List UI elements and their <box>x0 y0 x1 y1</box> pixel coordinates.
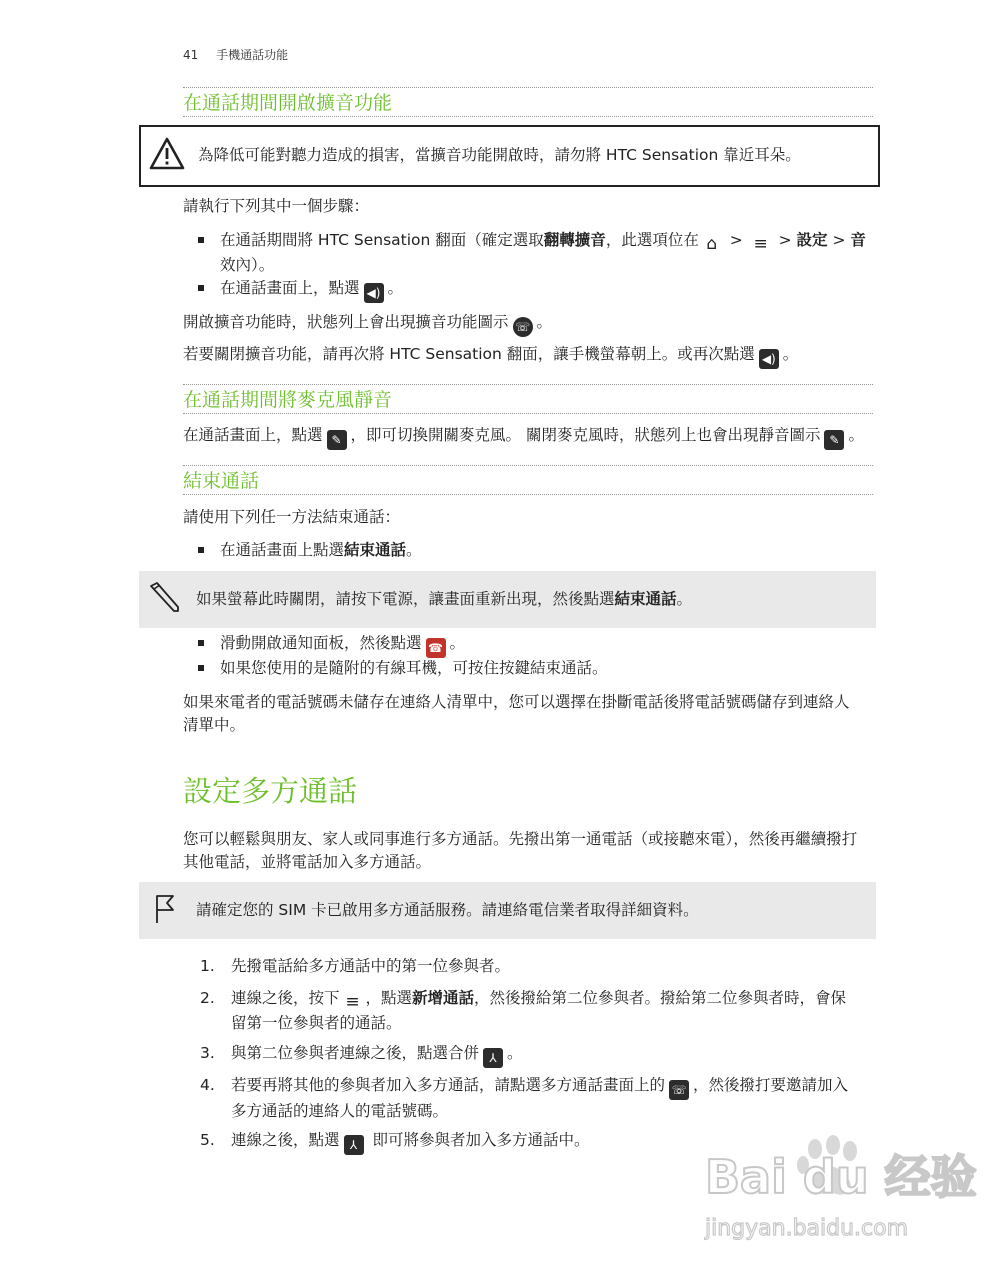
baidu-watermark <box>700 1135 977 1255</box>
page-number: 41 <box>183 48 199 62</box>
steps-intro: 請執行下列其中一個步驟： <box>183 197 370 215</box>
divider <box>183 494 873 495</box>
step-item: 3. 與第二位參與者連線之後，點選合併 ⅄ 。 <box>200 1042 880 1068</box>
divider <box>183 116 873 117</box>
list-item: 在通話期間將 HTC Sensation 翻面（確定選取翻轉擴音，此選項位在 ⌂ > ≡ > 設定 > 音 效內）。 <box>220 229 880 277</box>
divider <box>183 384 873 385</box>
divider <box>183 87 873 88</box>
mic-mute-icon: ✎ <box>327 430 347 450</box>
paragraph: 開啟擴音功能時，狀態列上會出現擴音功能圖示 ☏ 。 <box>183 311 883 337</box>
home-icon: ⌂ <box>706 234 718 254</box>
note-box <box>139 571 876 628</box>
watermark-url: jingyan.baidu.com <box>705 1216 909 1241</box>
note-text: 請確定您的 SIM 卡已啟用多方通話服務。請連絡電信業者取得詳細資料。 <box>196 901 699 919</box>
mic-mute-icon: ✎ <box>824 430 844 450</box>
menu-icon: ≡ <box>753 234 768 254</box>
menu-icon: ≡ <box>345 992 360 1012</box>
pencil-icon <box>147 580 181 618</box>
watermark-text: Bai du 经验 <box>705 1150 977 1204</box>
speaker-icon: ◀) <box>759 349 779 369</box>
paragraph: 若要關閉擴音功能，請再次將 HTC Sensation 翻面，讓手機螢幕朝上。或再次點選 ◀) 。 <box>183 343 883 369</box>
paragraph: 如果來電者的電話號碼未儲存在連絡人清單中，您可以選擇在掛斷電話後將電話號碼儲存到連絡人 清單中。 <box>183 693 850 734</box>
paragraph: 在通話畫面上，點選 ✎ ，即可切換開關麥克風。 關閉麥克風時，狀態列上也會出現靜音圖示 ✎ 。 <box>183 424 883 450</box>
warning-icon <box>149 137 185 175</box>
list-item: 在通話畫面上，點選 ◀) 。 <box>220 277 880 303</box>
list-item: 如果您使用的是隨附的有線耳機，可按住按鍵結束通話。 <box>220 657 880 680</box>
step-item: 5. 連線之後，點選 ⅄ 即可將參與者加入多方通話中。 <box>200 1129 880 1155</box>
step-item: 1. 先撥電話給多方通話中的第一位參與者。 <box>200 957 511 975</box>
paragraph: 請使用下列任一方法結束通話： <box>183 508 401 526</box>
speaker-status-icon: ☏ <box>513 317 533 337</box>
section-title-mute: 在通話期間將麥克風靜音 <box>183 389 393 411</box>
note-text: 如果螢幕此時關閉，請按下電源，讓畫面重新出現，然後點選結束通話。 <box>196 590 693 608</box>
section-title-speaker: 在通話期間開啟擴音功能 <box>183 92 393 114</box>
step-item: 4. 若要再將其他的參與者加入多方通話，請點選多方通話畫面上的 ☏ ，然後撥打要邀請加入 多方通話的連絡人的電話號碼。 <box>200 1076 849 1120</box>
end-call-icon: ☎ <box>426 638 446 658</box>
step-item: 2. 連線之後，按下 ≡ ，點選新增通話，然後撥給第二位參與者。撥給第二位參與者時，會保 留第一位參與者的通話。 <box>200 989 847 1032</box>
warning-box <box>139 125 880 187</box>
divider <box>183 465 873 466</box>
section-title-end-call: 結束通話 <box>183 470 260 492</box>
merge-icon: ⅄ <box>344 1135 364 1155</box>
section-title-conference: 設定多方通話 <box>183 774 358 808</box>
add-call-icon: ☏ <box>669 1080 689 1100</box>
speaker-icon: ◀) <box>364 283 384 303</box>
flag-icon <box>154 893 178 929</box>
warning-text: 為降低可能對聽力造成的損害，當擴音功能開啟時，請勿將 HTC Sensation 靠近耳朵。 <box>198 146 801 164</box>
paragraph: 您可以輕鬆與朋友、家人或同事進行多方通話。先撥出第一通電話（或接聽來電），然後再繼續撥打 其他電話，並將電話加入多方通話。 <box>183 830 858 871</box>
page-header <box>183 46 288 63</box>
divider <box>183 413 873 414</box>
merge-icon: ⅄ <box>483 1048 503 1068</box>
list-item: 滑動開啟通知面板，然後點選 ☎ 。 <box>220 632 880 658</box>
list-item: 在通話畫面上點選結束通話。 <box>220 539 880 562</box>
note-box <box>139 882 876 939</box>
chapter-title: 手機通話功能 <box>216 48 289 62</box>
